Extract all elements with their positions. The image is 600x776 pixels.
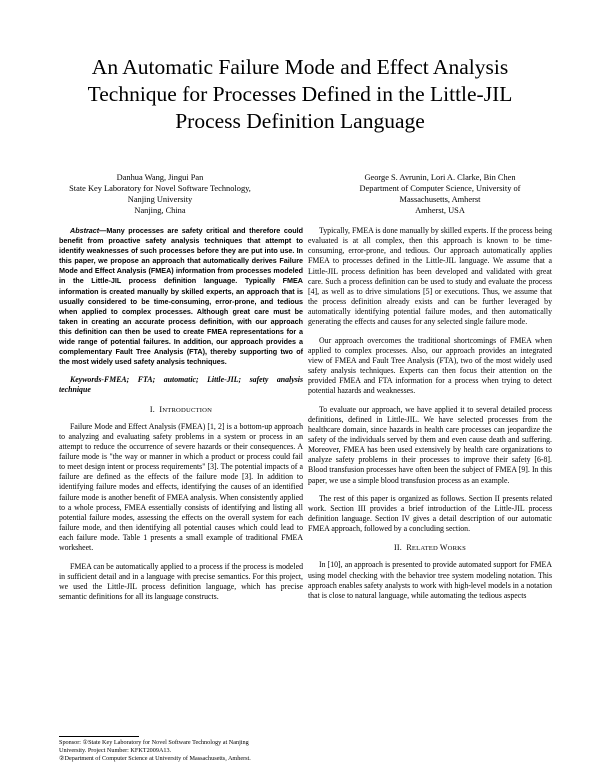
author-location: Amherst, USA [415, 206, 465, 215]
author-affiliation: Department of Computer Science, University of [359, 184, 521, 193]
body-paragraph: Our approach overcomes the traditional shortcomings of FMEA when applied to complex processes. Also, our approach provides an integrated view of FMEA and Fault Tree Analysis (FTA), two of the most widely used safety analysis techniques. Experts can then focus their attention on the provided FMEA and FTA information for a process when trying to detect potential hazards and weaknesses. [308, 335, 552, 396]
footnote-rule [59, 736, 139, 737]
paper-title [40, 54, 560, 135]
abstract-text: —Many processes are safety critical and therefore could benefit from proactive safety analysis techniques that attempt to identify weaknesses of such processes before they are put into use. In this paper, we propose an approach that automatically derives Failure Mode and Effect Analysis (FMEA) information from processes modeled in the Little-JIL process definition language. Typically FMEA information is created manually by skilled experts, an approach that is usually considered to be time-consuming, error-prone, and tedious when applied to complex processes. Although great care must be taken in creating an accurate process definition, with our approach this definition can then be used to create FMEA representations for a wide range of potential failures. In addition, our approach provides a complementary Fault Tree Analysis (FTA), thereby supporting two of the most widely used safety analysis techniques. [59, 226, 303, 367]
body-paragraph: In [10], an approach is presented to provide automated support for FMEA using model checking with the behavior tree system modeling notation. This approach enables safety analysts to work with high-level models in a notation that is close to natural language, while automating the tedious aspects [308, 560, 552, 600]
author-affiliation: Massachusetts, Amherst [399, 195, 481, 204]
author-block-right [330, 172, 550, 216]
body-paragraph: FMEA can be automatically applied to a process if the process is modeled in sufficient detail and in a language with precise semantics. For this project, we used the Little-JIL process definition language, which has precise semantic definitions for all its language constructs. [59, 561, 303, 601]
author-names: George S. Avrunin, Lori A. Clarke, Bin Chen [364, 173, 516, 182]
footnote [59, 739, 309, 764]
title-line-3: Process Definition Language [175, 109, 425, 133]
abstract-lead: Abstract [70, 226, 100, 235]
body-paragraph: The rest of this paper is organized as follows. Section II presents related work. Section III provides a brief introduction of the Little-JIL process definition language. Section IV gives a detail description of our automatic FMEA approach, followed by a concluding section. [308, 493, 552, 534]
author-affiliation: Nanjing University [127, 195, 193, 204]
footnote-line: University. Project Number: KFKT2009A13. [59, 747, 172, 755]
section-heading-introduction: I. INTRODUCTION [149, 404, 213, 414]
title-line-1: An Automatic Failure Mode and Effect Analysis [91, 55, 509, 79]
author-location: Nanjing, China [134, 206, 186, 215]
abstract [59, 226, 303, 367]
body-paragraph: To evaluate our approach, we have applied it to several detailed process definitions, defined in Little-JIL. We have selected processes from the healthcare domain, since hazards in health care processes can jeopardize the safety of the individuals served by them and even cause death and suffering. Moreover, FMEA has been used extensively by health care organizations to analyze safety problems in their processes to improve their safety [6-8]. Blood transfusion processes have often been the subject of FMEA [9]. In this paper, we use a simple blood transfusion process as an example. [308, 404, 552, 485]
footnote-line: Sponsor: ①State Key Laboratory for Novel Software Technology at Nanjing [59, 739, 249, 746]
right-column [308, 226, 552, 609]
body-paragraph: Typically, FMEA is done manually by skilled experts. If the process being evaluated is at all complex, then this approach is known to be time-consuming, error-prone, and tedious. Our approach automatically applies FMEA to processes defined in the Little-JIL language. We assume that a Little-JIL process definition has been developed and validated with great care. Such a process definition can be used to study and evaluate the process [4], as well as to drive simulations [5] or executions. Thus, we assume that the process definition already exists and can be further leveraged by automatically identifying potential failure modes, and then automatically generating the effects and causes for any selected single failure mode. [308, 226, 552, 327]
footnote-line: ②Department of Computer Science at University of Massachusetts, Amherst. [59, 755, 251, 763]
author-names: Danhua Wang, Jingui Pan [116, 173, 204, 182]
title-line-2: Technique for Processes Defined in the Little-JIL [87, 82, 513, 106]
author-block-left [60, 172, 260, 216]
left-column [59, 226, 303, 610]
keywords: Keywords-FMEA; FTA; automatic; Little-JIL; safety analysis technique [59, 375, 303, 395]
section-heading-related-works: II. RELATED WORKS [394, 543, 466, 553]
body-paragraph: Failure Mode and Effect Analysis (FMEA) [1, 2] is a bottom-up approach to analyzing and evaluating safety problems in a system or process in an attempt to reduce the occurrence of severe hazards or their consequences. A failure mode is "the way or manner in which a product or process could fail to meet design intent or process requirements" [3]. The potential impacts of a failure are defined as the effects of the failure mode [3]. In addition to identifying failure modes and effects, identifying the causes of an identified failure mode is another benefit of FMEA analysis. When consistently applied to a whole process, FMEA essentially consists of identifying and listing all potential failure modes, assessing the effects on the overall system for each failure mode, and then identifying all potential causes which could lead to each failure mode. Table 1 presents a small example of traditional FMEA worksheet. [59, 421, 303, 553]
author-affiliation: State Key Laboratory for Novel Software Technology, [69, 184, 251, 193]
